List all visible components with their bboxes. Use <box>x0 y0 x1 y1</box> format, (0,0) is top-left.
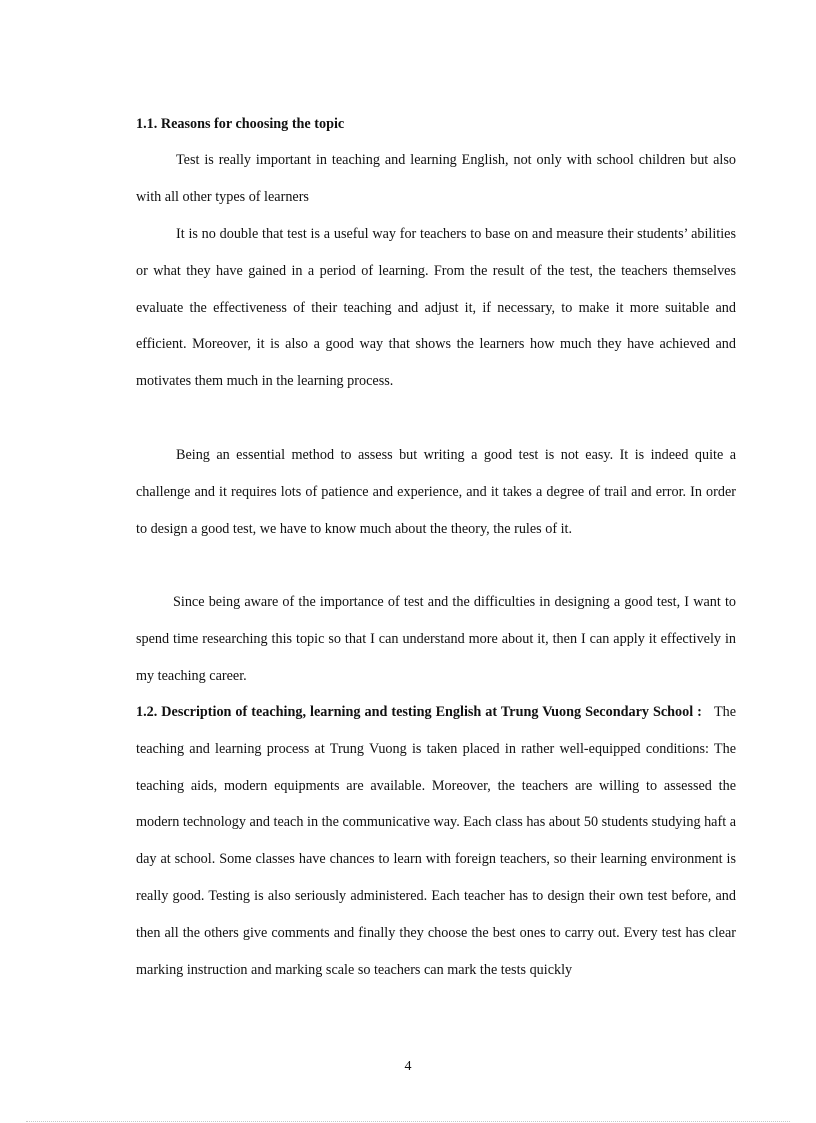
paragraph-2: It is no double that test is a useful way for teachers to base on and measure their students’ abilities or what they have gained in a period of learning. From the result of the test, the teachers themselves evaluate the effectiveness of their teaching and adjust it, if necessary, to make it more suitable and efficient. Moreover, it is also a good way that shows the learners how much they have achieved and motivates them much in the learning process. <box>136 226 736 390</box>
page-number: 4 <box>404 1059 412 1074</box>
section-description-body: The teaching and learning process at Trung Vuong is taken placed in rather well-equipped conditions: The teaching aids, modern equipments are available. Moreover, the teachers are willing to assessed the modern technology and teach in the communicative way. Each class has about 50 students studying haft a day at school. Some classes have chances to learn with foreign teachers, so their learning environment is really good. Testing is also seriously administered. Each teacher has to design their own test before, and then all the others give comments and finally they choose the best ones to carry out. Every test has clear marking instruction and marking scale so teachers can mark the tests quickly <box>136 704 736 978</box>
paragraph-1: Test is really important in teaching and learning English, not only with school children but also with all other types of learners <box>136 152 736 205</box>
page-bottom-rule <box>26 1121 790 1122</box>
paragraph-4: Since being aware of the importance of test and the difficulties in designing a good test, I want to spend time researching this topic so that I can understand more about it, then I can apply it effectively in my teaching career. <box>136 594 736 684</box>
section-heading-description: 1.2. Description of teaching, learning and testing English at Trung Vuong Secondary School : <box>136 704 702 720</box>
paragraph-3: Being an essential method to assess but writing a good test is not easy. It is indeed quite a challenge and it requires lots of patience and experience, and it takes a degree of trail and error. In order to design a good test, we have to know much about the theory, the rules of it. <box>136 447 736 537</box>
section-description-paragraph <box>136 694 736 988</box>
section-heading-reasons: 1.1. Reasons for choosing the topic <box>136 116 345 132</box>
